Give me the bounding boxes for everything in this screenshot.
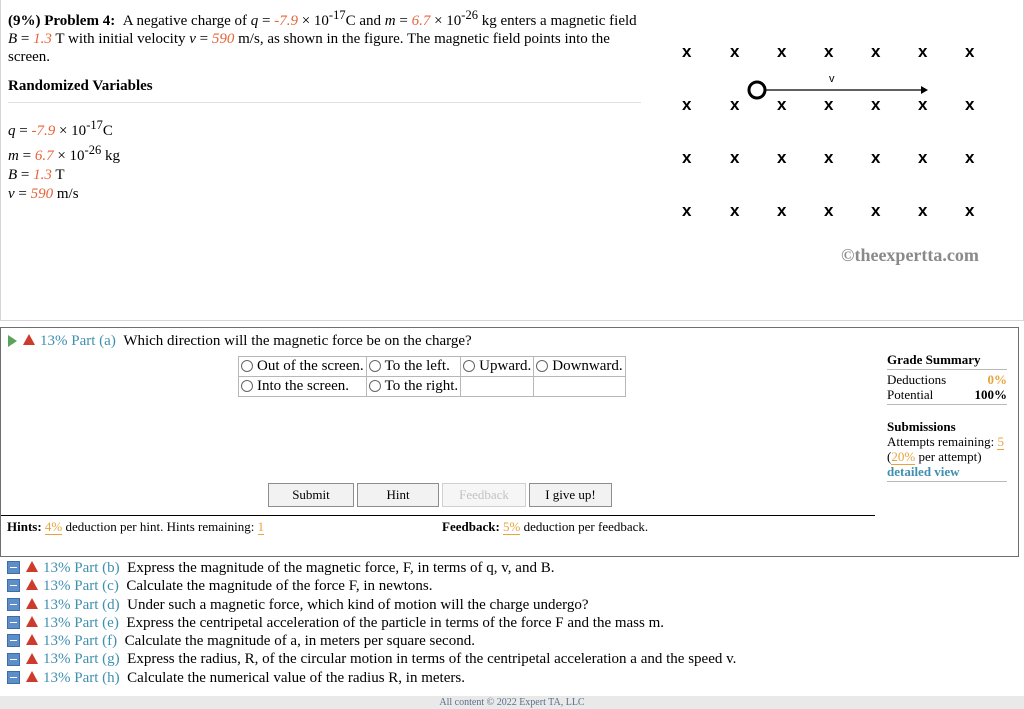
- B-value: 1.3: [33, 31, 52, 47]
- part-a-question: Which direction will the magnetic force be on the charge?: [123, 333, 472, 349]
- q-exponent: -17: [86, 118, 103, 132]
- B-value: 1.3: [33, 167, 52, 183]
- expand-icon[interactable]: [7, 561, 20, 574]
- choice-label: To the left.: [384, 358, 450, 374]
- field-x-mark: x: [777, 201, 787, 220]
- part-a-label[interactable]: Part (a): [71, 333, 116, 349]
- part-label[interactable]: Part (c): [74, 578, 119, 595]
- field-x-mark: x: [730, 95, 740, 114]
- m-exponent: -26: [461, 8, 478, 22]
- problem-weight: (9%): [8, 13, 41, 29]
- hints-remaining: 1: [257, 519, 265, 534]
- q-symbol: q: [250, 13, 259, 29]
- potential-row: [887, 387, 1007, 402]
- v-value: 590: [211, 31, 235, 47]
- warning-icon: [26, 634, 38, 645]
- attempts-row: [887, 434, 1007, 449]
- detailed-view-row: [887, 464, 1007, 479]
- field-x-mark: x: [965, 42, 975, 61]
- field-x-mark: x: [824, 201, 834, 220]
- m-unit: kg enters a magnetic field: [477, 13, 637, 29]
- choice-to-the-left[interactable]: [366, 357, 461, 377]
- part-question: Express the radius, R, of the circular motion in terms of the centripetal acceleration a and the speed v.: [127, 651, 737, 668]
- per-attempt-text: per attempt): [915, 449, 982, 464]
- times-ten: × 10: [55, 123, 87, 139]
- B-symbol: B: [8, 167, 18, 183]
- part-label[interactable]: Part (d): [74, 596, 120, 613]
- answer-choices: [238, 356, 626, 397]
- part-question: Express the centripetal acceleration of the particle in terms of the force F and the mass m.: [126, 614, 665, 631]
- m-unit: kg: [101, 148, 120, 164]
- field-x-mark: x: [682, 148, 692, 167]
- field-x-mark: x: [682, 95, 692, 114]
- B-symbol: B: [8, 31, 18, 47]
- warning-icon: [26, 598, 38, 609]
- times-ten: × 10: [297, 13, 329, 29]
- field-x-mark: x: [871, 95, 881, 114]
- m-exponent: -26: [84, 143, 102, 157]
- spacer: [887, 407, 1007, 419]
- part-label[interactable]: Part (h): [74, 669, 120, 686]
- attempts-label: Attempts remaining:: [887, 434, 998, 449]
- warning-icon: [26, 616, 38, 627]
- equals: =: [395, 13, 412, 29]
- choice-label: Into the screen.: [257, 378, 350, 394]
- potential-value: 100%: [974, 387, 1007, 402]
- expand-icon[interactable]: [7, 671, 20, 684]
- hints-label: Hints:: [7, 519, 42, 534]
- choice-label: To the right.: [384, 378, 459, 394]
- field-x-mark: x: [824, 148, 834, 167]
- randomized-variables-heading: Randomized Variables: [8, 78, 153, 94]
- v-unit: m/s, as shown in the figure. The magnetic field points into the screen.: [8, 31, 610, 65]
- field-x-mark: x: [918, 42, 928, 61]
- hint-button[interactable]: Hint: [357, 483, 439, 507]
- field-x-mark: x: [777, 148, 787, 167]
- submissions-title: Submissions: [887, 419, 956, 434]
- field-x-mark: x: [730, 42, 740, 61]
- part-percent: 13%: [43, 578, 71, 595]
- part-percent: 13%: [43, 614, 71, 631]
- m-variable-row: $m = 6.7 \times 10^{-26}$ kg: [8, 143, 120, 164]
- choice-to-the-right[interactable]: [366, 377, 461, 397]
- footer: All content © 2022 Expert TA, LLC: [0, 696, 1024, 709]
- radio-button[interactable]: [536, 360, 548, 372]
- grade-summary: [887, 352, 1007, 484]
- field-x-mark: x: [918, 148, 928, 167]
- divider: [8, 102, 641, 103]
- part-question: Express the magnitude of the magnetic force, F, in terms of q, v, and B.: [127, 560, 555, 576]
- divider: [887, 404, 1007, 405]
- radio-button[interactable]: [241, 360, 253, 372]
- B-unit: T with initial velocity: [51, 31, 190, 47]
- problem-panel: [0, 0, 1024, 321]
- submit-button[interactable]: Submit: [268, 483, 354, 507]
- part-label[interactable]: Part (f): [74, 633, 118, 650]
- warning-icon: [26, 653, 38, 664]
- parts-list: [7, 559, 736, 687]
- part-label[interactable]: Part (g): [74, 651, 120, 668]
- q-variable-row: $q = -7.9 \times 10^{-17}C$: [8, 118, 113, 139]
- copyright-watermark: ©theexpertta.com: [841, 245, 979, 265]
- empty-cell: [534, 377, 625, 397]
- expand-icon[interactable]: [7, 616, 20, 629]
- deductions-row: [887, 372, 1007, 387]
- choice-downward[interactable]: [534, 357, 625, 377]
- statement-text: A negative charge of: [122, 13, 251, 29]
- radio-button[interactable]: [369, 360, 381, 372]
- v-unit: m/s: [53, 186, 79, 202]
- q-unit: C: [102, 123, 113, 139]
- part-a-percent: 13%: [40, 333, 68, 349]
- m-value: 6.7: [34, 148, 54, 164]
- part-label[interactable]: Part (e): [74, 614, 119, 631]
- times-ten: × 10: [430, 13, 462, 29]
- m-symbol: m: [8, 148, 19, 164]
- part-question: Calculate the magnitude of the force F, in newtons.: [126, 578, 433, 595]
- choice-label: Downward.: [552, 358, 623, 374]
- m-symbol: m: [384, 13, 396, 29]
- give-up-button[interactable]: I give up!: [529, 483, 612, 507]
- part-percent: 13%: [43, 596, 71, 613]
- field-diagram: [669, 38, 989, 228]
- deductions-value: 0%: [987, 372, 1007, 387]
- feedback-button[interactable]: Feedback: [442, 483, 526, 507]
- field-x-mark: x: [871, 148, 881, 167]
- play-icon[interactable]: [8, 335, 17, 347]
- part-row-e[interactable]: [7, 614, 736, 632]
- feedback-text: deduction per feedback.: [520, 519, 649, 534]
- m-value: 6.7: [411, 13, 431, 29]
- part-question: Under such a magnetic force, which kind of motion will the charge undergo?: [127, 596, 589, 613]
- field-x-mark: x: [682, 201, 692, 220]
- field-x-mark: x: [824, 42, 834, 61]
- field-x-mark: x: [682, 42, 692, 61]
- expand-icon[interactable]: [7, 634, 20, 647]
- B-variable-row: B = 1.3 T: [8, 167, 65, 183]
- choice-into-screen[interactable]: [239, 377, 367, 397]
- part-percent: 13%: [43, 651, 71, 668]
- field-x-mark: x: [730, 148, 740, 167]
- warning-icon: [26, 561, 38, 572]
- velocity-arrowhead: [921, 86, 928, 94]
- velocity-label: v: [829, 73, 835, 85]
- choice-label: Upward.: [479, 358, 532, 374]
- v-symbol: v: [189, 31, 196, 47]
- grade-summary-title: Grade Summary: [887, 352, 981, 367]
- part-label[interactable]: Part (b): [74, 560, 120, 576]
- equals: =: [195, 31, 212, 47]
- part-percent: 13%: [43, 633, 71, 650]
- randomized-variables-list: [8, 116, 120, 204]
- part-percent: 13%: [43, 669, 71, 686]
- field-x-mark: x: [918, 201, 928, 220]
- expand-icon[interactable]: [7, 579, 20, 592]
- field-x-mark: x: [965, 148, 975, 167]
- hints-percent: 4%: [44, 519, 63, 534]
- problem-title: Problem 4:: [44, 13, 116, 29]
- problem-statement: [8, 6, 648, 66]
- divider: [887, 481, 1007, 482]
- choice-upward[interactable]: [461, 357, 534, 377]
- expand-icon[interactable]: [7, 598, 20, 611]
- detailed-view-link[interactable]: detailed view: [887, 464, 960, 479]
- divider: [1, 515, 875, 516]
- feedback-info: [442, 519, 648, 535]
- warning-icon: [26, 671, 38, 682]
- per-attempt-percent: 20%: [891, 449, 916, 464]
- deductions-label: Deductions: [887, 372, 947, 387]
- field-x-mark: x: [824, 95, 834, 114]
- charge-particle: [749, 82, 765, 98]
- hints-text: deduction per hint. Hints remaining:: [62, 519, 258, 534]
- magnetic-field-figure: [669, 38, 989, 228]
- attempts-value: 5: [997, 434, 1004, 449]
- times-ten: × 10: [53, 148, 85, 164]
- part-row-d[interactable]: [7, 596, 736, 614]
- field-x-mark: x: [730, 201, 740, 220]
- field-x-mark: x: [777, 42, 787, 61]
- part-row-h[interactable]: [7, 669, 736, 687]
- feedback-label: Feedback:: [442, 519, 500, 534]
- q-value: -7.9: [274, 13, 298, 29]
- field-x-mark: x: [871, 201, 881, 220]
- v-variable-row: v = 590 m/s: [8, 186, 79, 202]
- equals: =: [258, 13, 275, 29]
- part-row-g[interactable]: [7, 650, 736, 668]
- warning-icon: [23, 334, 35, 345]
- radio-button[interactable]: [463, 360, 475, 372]
- q-symbol: q: [8, 123, 16, 139]
- part-row-f[interactable]: [7, 632, 736, 650]
- field-x-mark: x: [777, 95, 787, 114]
- radio-button[interactable]: [369, 380, 381, 392]
- part-question: Calculate the numerical value of the radius R, in meters.: [127, 669, 465, 686]
- part-row-c[interactable]: [7, 577, 736, 595]
- field-x-mark: x: [965, 95, 975, 114]
- feedback-percent: 5%: [503, 519, 521, 534]
- expand-icon[interactable]: [7, 653, 20, 666]
- q-value: -7.9: [31, 123, 56, 139]
- q-unit: C and: [345, 13, 385, 29]
- per-attempt-row: (20% per attempt): [887, 449, 982, 464]
- choice-label: Out of the screen.: [257, 358, 364, 374]
- warning-icon: [26, 579, 38, 590]
- part-a-panel: [0, 327, 1019, 557]
- part-a-header: [8, 332, 472, 350]
- equals: =: [17, 31, 34, 47]
- divider: [887, 369, 1007, 370]
- part-row-b[interactable]: [7, 559, 736, 577]
- v-value: 590: [30, 186, 54, 202]
- potential-label: Potential: [887, 387, 934, 402]
- radio-button[interactable]: [241, 380, 253, 392]
- choice-out-of-screen[interactable]: [239, 357, 367, 377]
- part-percent: 13%: [43, 560, 71, 576]
- hints-info: [7, 519, 264, 535]
- part-question: Calculate the magnitude of a, in meters per square second.: [124, 633, 475, 650]
- B-unit: T: [51, 167, 65, 183]
- q-exponent: -17: [328, 8, 346, 22]
- empty-cell: [461, 377, 534, 397]
- field-x-mark: x: [965, 201, 975, 220]
- v-symbol: v: [8, 186, 15, 202]
- field-x-mark: x: [918, 95, 928, 114]
- field-x-mark: x: [871, 42, 881, 61]
